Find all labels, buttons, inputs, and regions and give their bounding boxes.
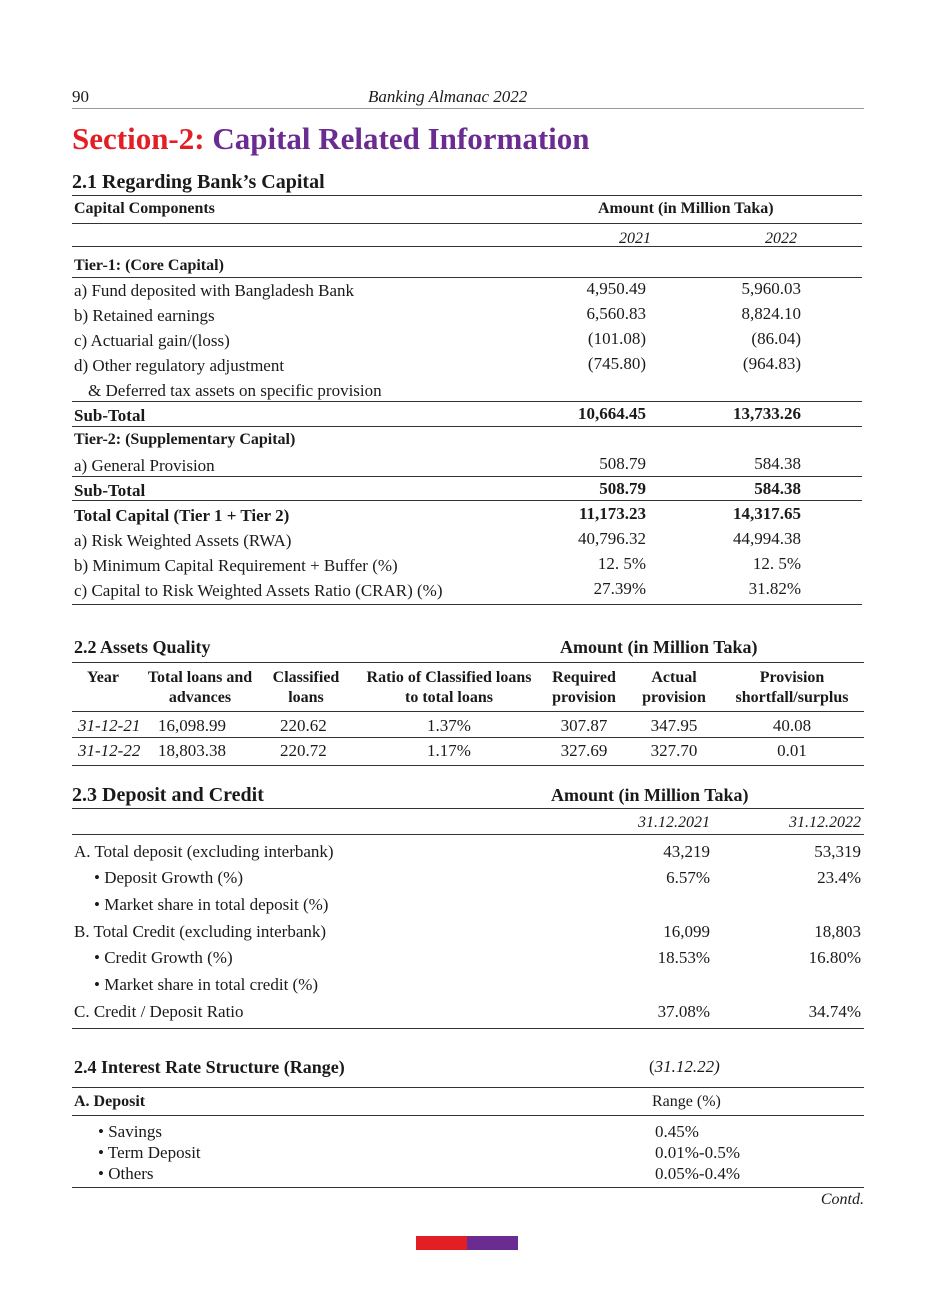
rule	[72, 765, 864, 766]
col-header: provision	[642, 689, 706, 706]
value-2022: 16.80%	[808, 948, 861, 967]
interest-date-value: 31.12.22)	[654, 1057, 720, 1076]
rule	[72, 737, 864, 738]
row-label: Total Capital (Tier 1 + Tier 2)	[74, 506, 290, 525]
cell-required: 307.87	[560, 716, 608, 735]
value-2022: 584.38	[754, 479, 801, 498]
value-2021: 37.08%	[657, 1002, 710, 1021]
col-header: Required	[552, 669, 616, 686]
row-label: b) Retained earnings	[74, 306, 215, 325]
col-header: Classified	[272, 669, 340, 686]
rule	[72, 195, 862, 196]
cell-year: 31-12-22	[78, 741, 141, 760]
cell-total-loans: 18,803.38	[158, 741, 226, 760]
value-2021: 11,173.23	[578, 504, 646, 523]
rule	[72, 426, 862, 427]
row-range: 0.01%-0.5%	[655, 1143, 740, 1162]
value-2022: 5,960.03	[741, 279, 801, 298]
cell-classified: 220.62	[280, 716, 327, 735]
value-2021: 4,950.49	[586, 279, 646, 298]
value-2021: (745.80)	[587, 354, 646, 373]
value-2022: 8,824.10	[741, 304, 801, 323]
row-label: • Others	[98, 1164, 154, 1183]
row-label: d) Other regulatory adjustment	[74, 356, 285, 375]
value-2022: (964.83)	[742, 354, 801, 373]
row-label: • Credit Growth (%)	[94, 948, 233, 967]
capital-components-header: Capital Components	[74, 200, 215, 217]
value-2021: 10,664.45	[578, 404, 646, 423]
row-label: a) Risk Weighted Assets (RWA)	[74, 531, 292, 550]
footer-bar-red	[416, 1236, 467, 1250]
cell-actual: 327.70	[650, 741, 698, 760]
rule	[72, 604, 862, 605]
value-2021: 16,099	[663, 922, 710, 941]
cell-shortfall: 40.08	[772, 716, 812, 735]
value-2022: 34.74%	[808, 1002, 861, 1021]
row-label: Sub-Total	[74, 481, 146, 500]
section-prefix: Section-2:	[72, 121, 205, 156]
value-2022: 584.38	[754, 454, 801, 473]
rule	[72, 500, 862, 501]
row-label: A. Total deposit (excluding interbank)	[74, 842, 334, 861]
value-2022: 53,319	[814, 842, 861, 861]
deposit-amount-label: Amount (in Million Taka)	[551, 785, 749, 805]
row-label: a) Fund deposited with Bangladesh Bank	[74, 281, 354, 300]
value-2021: 6.57%	[666, 868, 710, 887]
assets-amount-label: Amount (in Million Taka)	[560, 637, 758, 657]
rule	[72, 808, 864, 809]
rule	[72, 246, 862, 247]
value-2021: 43,219	[663, 842, 710, 861]
row-label: • Market share in total deposit (%)	[94, 895, 329, 914]
row-label: a) General Provision	[74, 456, 215, 475]
section-title	[72, 120, 590, 158]
col-header: Provision	[759, 669, 825, 686]
value-2022: 23.4%	[817, 868, 861, 887]
value-2021: 6,560.83	[586, 304, 646, 323]
deposit-date-2022: 31.12.2022	[789, 814, 861, 831]
row-label: B. Total Credit (excluding interbank)	[74, 922, 327, 941]
row-label: Sub-Total	[74, 406, 146, 425]
col-header: advances	[168, 689, 232, 706]
page-number: 90	[72, 87, 89, 106]
col-header: Actual	[651, 669, 697, 686]
value-2022: 31.82%	[748, 579, 801, 598]
value-2021: 27.39%	[593, 579, 646, 598]
cell-classified: 220.72	[280, 741, 327, 760]
rule	[72, 476, 862, 477]
rule	[72, 711, 864, 712]
tier2-heading: Tier-2: (Supplementary Capital)	[74, 431, 296, 448]
col-header: provision	[552, 689, 616, 706]
cell-ratio: 1.17%	[427, 741, 471, 760]
row-label: & Deferred tax assets on specific provision	[88, 381, 382, 400]
cell-shortfall: 0.01	[777, 741, 807, 760]
cell-required: 327.69	[560, 741, 608, 760]
interest-heading: 2.4 Interest Rate Structure (Range)	[74, 1057, 345, 1077]
row-label: • Deposit Growth (%)	[94, 868, 244, 887]
rule	[72, 223, 862, 224]
rule	[72, 1028, 864, 1029]
col-header: to total loans	[405, 689, 493, 706]
value-2021: 40,796.32	[578, 529, 646, 548]
contd-label: Contd.	[820, 1191, 864, 1208]
value-2022: 44,994.38	[733, 529, 801, 548]
capital-heading: 2.1 Regarding Bank’s Capital	[72, 171, 325, 193]
value-2022: 18,803	[814, 922, 861, 941]
capital-amount-header: Amount (in Million Taka)	[598, 200, 774, 217]
capital-year-2022: 2022	[765, 230, 797, 247]
row-label: • Savings	[98, 1122, 163, 1141]
header-rule	[72, 108, 864, 109]
rule	[72, 401, 862, 402]
deposit-date-2021: 31.12.2021	[638, 814, 710, 831]
value-2021: 508.79	[599, 479, 646, 498]
row-label: • Market share in total credit (%)	[94, 975, 319, 994]
row-label: c) Capital to Risk Weighted Assets Ratio (CRAR) (%)	[74, 581, 443, 600]
value-2021: 18.53%	[657, 948, 710, 967]
col-header: shortfall/surplus	[735, 689, 849, 706]
interest-deposit-header: A. Deposit	[74, 1093, 146, 1110]
cell-total-loans: 16,098.99	[158, 716, 226, 735]
cell-actual: 347.95	[650, 716, 698, 735]
rule	[72, 662, 864, 663]
row-label: • Term Deposit	[98, 1143, 201, 1162]
running-title: Banking Almanac 2022	[368, 87, 528, 106]
interest-range-header: Range (%)	[652, 1093, 721, 1110]
col-header: loans	[288, 689, 324, 706]
assets-heading: 2.2 Assets Quality	[74, 637, 211, 657]
rule	[72, 834, 864, 835]
col-header: Year	[87, 669, 119, 686]
value-2022: 14,317.65	[733, 504, 801, 523]
row-label: C. Credit / Deposit Ratio	[74, 1002, 244, 1021]
interest-date-paren: (	[649, 1057, 655, 1076]
row-label: b) Minimum Capital Requirement + Buffer (%)	[74, 556, 398, 575]
value-2021: (101.08)	[587, 329, 646, 348]
capital-year-2021: 2021	[619, 230, 651, 247]
row-label: c) Actuarial gain/(loss)	[74, 331, 230, 350]
rule	[72, 1115, 864, 1116]
section-name: Capital Related Information	[212, 121, 590, 156]
interest-date	[649, 1057, 720, 1077]
col-header: Total loans and	[147, 669, 253, 686]
row-range: 0.45%	[655, 1122, 699, 1141]
col-header: Ratio of Classified loans	[366, 669, 532, 686]
value-2021: 508.79	[599, 454, 646, 473]
cell-ratio: 1.37%	[427, 716, 471, 735]
cell-year: 31-12-21	[78, 716, 141, 735]
rule	[72, 1087, 864, 1088]
value-2022: (86.04)	[751, 329, 801, 348]
rule	[72, 1187, 864, 1188]
deposit-heading: 2.3 Deposit and Credit	[72, 784, 264, 806]
value-2021: 12. 5%	[597, 554, 646, 573]
tier1-heading: Tier-1: (Core Capital)	[74, 257, 224, 274]
footer-bar-purple	[467, 1236, 518, 1250]
value-2022: 13,733.26	[733, 404, 801, 423]
rule	[72, 277, 862, 278]
value-2022: 12. 5%	[752, 554, 801, 573]
row-range: 0.05%-0.4%	[655, 1164, 740, 1183]
